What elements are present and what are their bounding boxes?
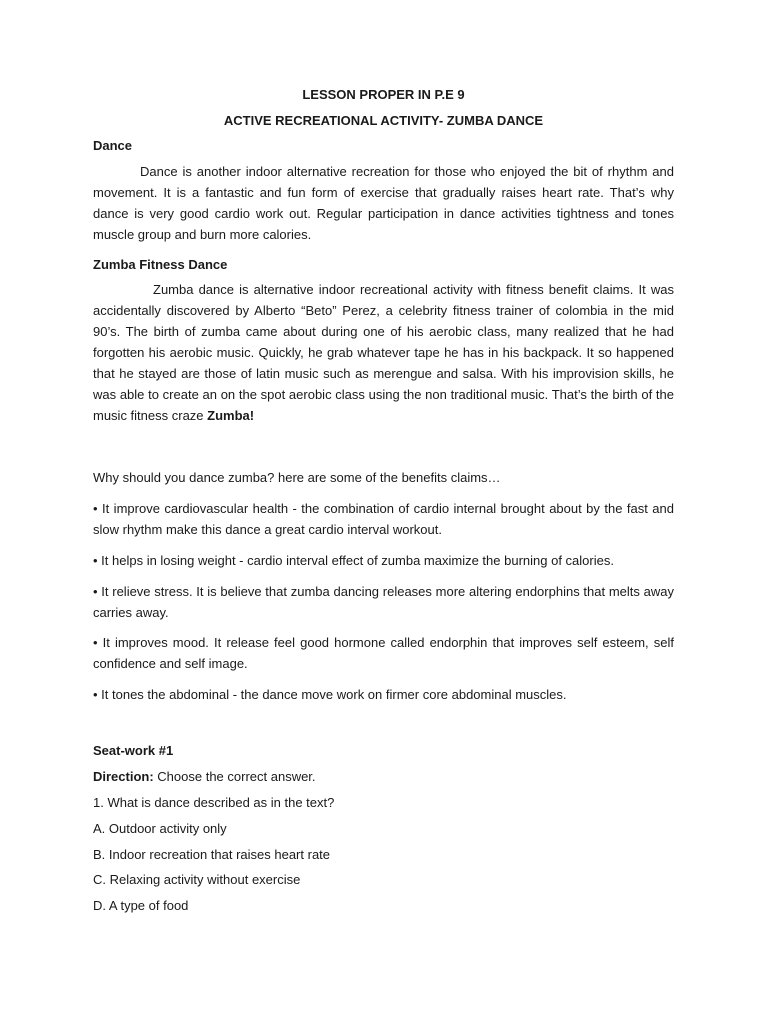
section-body-dance: Dance is another indoor alternative recreation for those who enjoyed the bit of rhythm and movement. It is a fantastic and fun form of exercise that gradually raises heart rate. That’s why dance is very good cardio work out. Regular participation in dance activities tightness and tones muscle group and burn more calories. (93, 164, 674, 242)
answer-option-a: A. Outdoor activity only (93, 821, 227, 836)
document-subtitle: ACTIVE RECREATIONAL ACTIVITY- ZUMBA DANCE (223, 113, 544, 128)
answer-option-d: D. A type of food (93, 898, 189, 913)
section-heading-zumba: Zumba Fitness Dance (93, 257, 228, 272)
section-body-zumba (93, 279, 674, 426)
seatwork-direction (93, 769, 316, 785)
benefit-item: • It tones the abdominal - the dance move work on firmer core abdominal muscles. (93, 687, 567, 702)
direction-label: Direction: (93, 769, 154, 784)
benefit-item: • It improve cardiovascular health - the combination of cardio internal brought about by the fast and slow rhythm make this dance a great cardio interval workout. (93, 501, 674, 537)
seatwork-heading: Seat-work #1 (93, 743, 174, 758)
direction-text: Choose the correct answer. (153, 769, 316, 784)
document-title: LESSON PROPER IN P.E 9 (302, 87, 465, 102)
benefits-intro: Why should you dance zumba? here are some of the benefits claims… (93, 470, 501, 485)
section-heading-dance: Dance (93, 138, 133, 153)
benefit-item: • It relieve stress. It is believe that zumba dancing releases more altering endorphins that melts away carries away. (93, 584, 674, 620)
seatwork-question: 1. What is dance described as in the text? (93, 795, 335, 810)
zumba-body-text: Zumba dance is alternative indoor recreational activity with fitness benefit claims. It was accidentally discovered by Alberto “Beto” Perez, a celebrity fitness trainer of colombia in the mid 90’s. The birth of zumba came about during one of his aerobic class, many realized that he had forgotten his aerobic music. Quickly, he grab whatever tape he has in his backpack. It so happened that he stayed are those of latin music such as merengue and salsa. With his improvision skills, he was able to create an on the spot aerobic class using the non traditional music. That’s the birth of the music fitness craze (93, 282, 674, 423)
benefit-item: • It improves mood. It release feel good hormone called endorphin that improves self esteem, self confidence and self image. (93, 635, 674, 671)
zumba-bold-end: Zumba! (207, 408, 255, 423)
answer-option-b: B. Indoor recreation that raises heart rate (93, 847, 331, 862)
answer-option-c: C. Relaxing activity without exercise (93, 872, 301, 887)
benefit-item: • It helps in losing weight - cardio interval effect of zumba maximize the burning of calories. (93, 553, 614, 568)
